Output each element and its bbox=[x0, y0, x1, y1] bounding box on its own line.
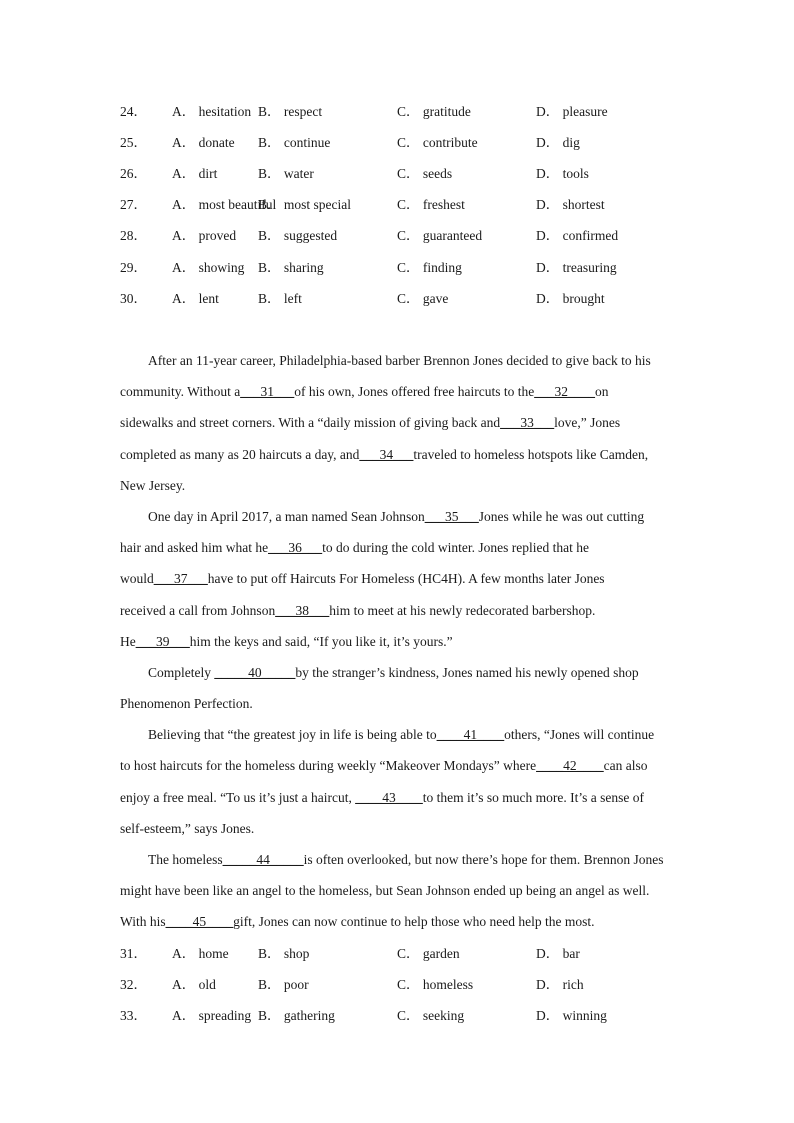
passage-line: enjoy a free meal. “To us it’s just a haircut, ____43____to them it’s so much more. It’s a sense of bbox=[120, 789, 644, 805]
blank-37: ___37___ bbox=[153, 571, 208, 587]
question-number: 26． bbox=[120, 166, 147, 181]
passage-line: He___39___him the keys and said, “If you like it, it’s yours.” bbox=[120, 633, 453, 649]
option-c: C． gave bbox=[397, 291, 449, 306]
option-a: A． proved bbox=[172, 228, 237, 243]
blank-43: ____43____ bbox=[355, 789, 423, 805]
option-b: B． respect bbox=[258, 104, 323, 119]
passage-line: would___37___have to put off Haircuts For Homeless (HC4H). A few months later Jones bbox=[120, 571, 605, 587]
option-a: A． most beautiful bbox=[172, 197, 277, 212]
question-number: 32． bbox=[120, 977, 147, 992]
passage-line: Completely _____40_____by the stranger’s kindness, Jones named his newly opened shop bbox=[148, 664, 639, 680]
question-number: 33． bbox=[120, 1008, 147, 1023]
option-d: D． brought bbox=[536, 291, 605, 306]
option-c: C． homeless bbox=[397, 977, 474, 992]
passage-line: received a call from Johnson___38___him to meet at his newly redecorated barbershop. bbox=[120, 602, 596, 618]
option-b: B． gathering bbox=[258, 1008, 335, 1023]
option-b: B． suggested bbox=[258, 228, 338, 243]
option-a: A． old bbox=[172, 977, 216, 992]
passage-line: to host haircuts for the homeless during weekly “Makeover Mondays” where____42____can also bbox=[120, 758, 648, 774]
blank-41: ____41____ bbox=[436, 727, 505, 743]
option-d: D． pleasure bbox=[536, 104, 608, 119]
blank-34: ___34___ bbox=[359, 446, 414, 462]
option-d: D． treasuring bbox=[536, 260, 617, 275]
option-d: D． tools bbox=[536, 166, 589, 181]
passage-line: hair and asked him what he___36___to do during the cold winter. Jones replied that he bbox=[120, 540, 590, 556]
passage-line: Believing that “the greatest joy in life is being able to____41____others, “Jones will continue bbox=[148, 727, 655, 743]
option-c: C． guaranteed bbox=[397, 228, 483, 243]
option-a: A． donate bbox=[172, 135, 235, 150]
blank-44: _____44_____ bbox=[222, 852, 304, 867]
blank-33: ___33___ bbox=[500, 415, 555, 431]
question-number: 31． bbox=[120, 946, 147, 961]
option-a: A． dirt bbox=[172, 166, 218, 181]
option-a: A． home bbox=[172, 946, 229, 961]
blank-45: ____45____ bbox=[165, 914, 234, 930]
option-c: C． contribute bbox=[397, 135, 478, 150]
passage-line: The homeless_____44_____is often overlooked, but now there’s hope for them. Brennon Jones bbox=[148, 852, 664, 867]
option-c: C． seeking bbox=[397, 1008, 465, 1023]
option-d: D． bar bbox=[536, 946, 580, 961]
option-c: C． gratitude bbox=[397, 104, 471, 119]
blank-38: ___38___ bbox=[275, 602, 330, 618]
option-b: B． water bbox=[258, 166, 314, 181]
question-number: 30． bbox=[120, 291, 147, 306]
passage-line: With his____45____gift, Jones can now continue to help those who need help the most. bbox=[120, 914, 595, 930]
cloze-passage bbox=[120, 349, 676, 942]
option-c: C． freshest bbox=[397, 197, 465, 212]
question-number: 24． bbox=[120, 104, 147, 119]
blank-39: ___39___ bbox=[135, 633, 190, 649]
question-number: 28． bbox=[120, 228, 147, 243]
passage-line: Phenomenon Perfection. bbox=[120, 696, 253, 712]
option-a: A． spreading bbox=[172, 1008, 252, 1023]
passage-line: self-esteem,” says Jones. bbox=[120, 820, 255, 836]
blank-32: ___32____ bbox=[534, 384, 596, 400]
option-a: A． showing bbox=[172, 260, 245, 275]
option-a: A． hesitation bbox=[172, 104, 252, 119]
question-number: 25． bbox=[120, 135, 147, 150]
option-b: B． poor bbox=[258, 977, 309, 992]
option-d: D． winning bbox=[536, 1008, 607, 1023]
option-d: D． dig bbox=[536, 135, 580, 150]
blank-40: _____40_____ bbox=[214, 664, 296, 680]
question-number: 27． bbox=[120, 197, 147, 212]
passage-line: community. Without a___31___of his own, Jones offered free haircuts to the___32____on bbox=[120, 384, 609, 400]
option-d: D． rich bbox=[536, 977, 584, 992]
option-d: D． shortest bbox=[536, 197, 605, 212]
option-c: C． seeds bbox=[397, 166, 453, 181]
option-d: D． confirmed bbox=[536, 228, 619, 243]
passage-line: One day in April 2017, a man named Sean Johnson___35___Jones while he was out cutting bbox=[148, 508, 645, 524]
option-b: B． most special bbox=[258, 197, 351, 212]
option-a: A． lent bbox=[172, 291, 219, 306]
blank-35: ___35___ bbox=[424, 508, 479, 524]
passage-line: sidewalks and street corners. With a “daily mission of giving back and___33___love,” Jones bbox=[120, 415, 621, 431]
option-b: B． continue bbox=[258, 135, 331, 150]
blank-42: ____42____ bbox=[536, 758, 604, 774]
option-b: B． shop bbox=[258, 946, 310, 961]
passage-line: After an 11-year career, Philadelphia-based barber Brennon Jones decided to give back to his bbox=[148, 353, 651, 368]
option-b: B． left bbox=[258, 291, 302, 306]
passage-line: completed as many as 20 haircuts a day, and___34___traveled to homeless hotspots like Camden, bbox=[120, 446, 649, 462]
passage-line: New Jersey. bbox=[120, 477, 186, 493]
option-b: B． sharing bbox=[258, 260, 324, 275]
option-c: C． garden bbox=[397, 946, 460, 961]
blank-36: ___36___ bbox=[268, 540, 323, 556]
option-c: C． finding bbox=[397, 260, 462, 275]
blank-31: ___31___ bbox=[240, 384, 295, 400]
question-number: 29． bbox=[120, 260, 147, 275]
passage-line: might have been like an angel to the homeless, but Sean Johnson ended up being an angel as well. bbox=[120, 883, 650, 899]
